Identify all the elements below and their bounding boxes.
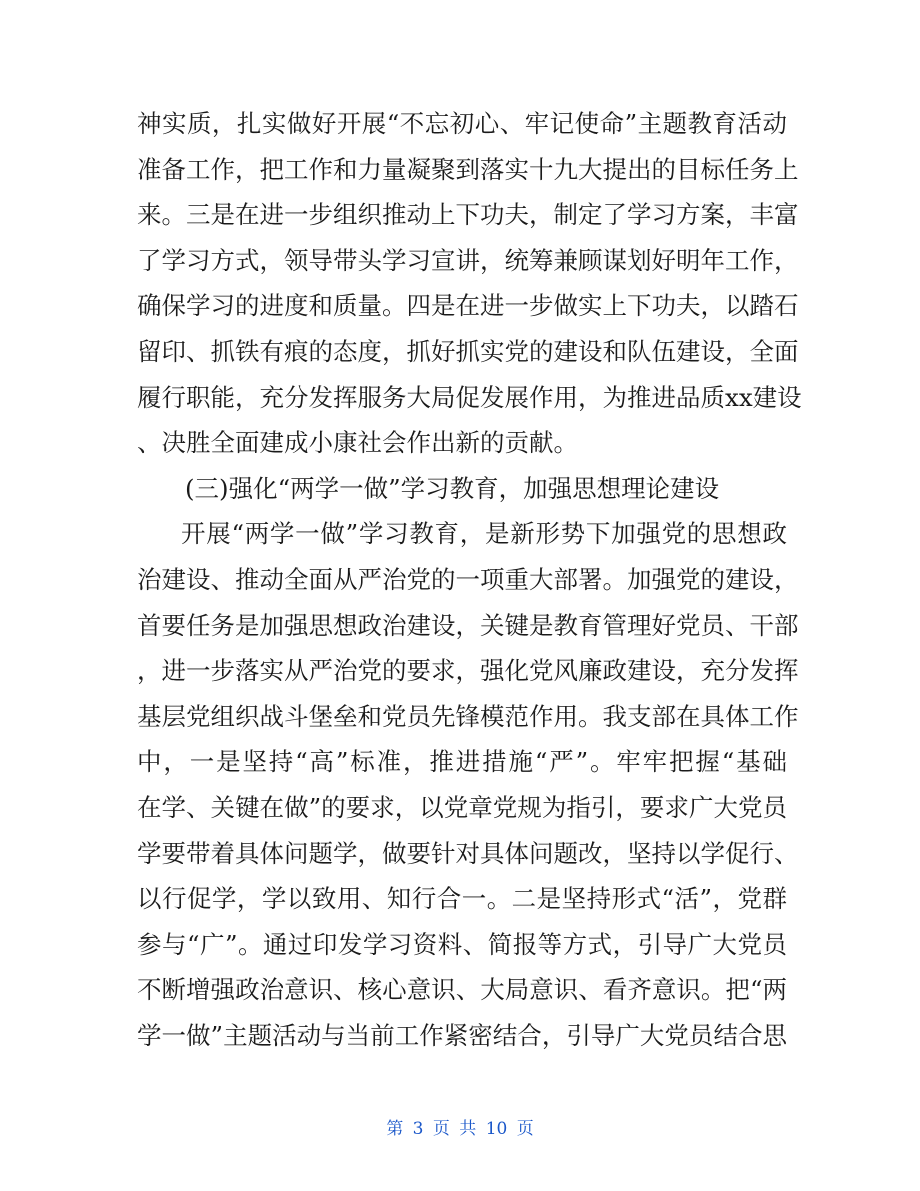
text-line: 确保学习的进度和质量。四是在进一步做实上下功夫，以踏石 [137,291,799,321]
text-line: 基层党组织战斗堡垒和党员先锋模范作用。我支部在具体工作 [137,701,799,731]
text-line: 学要带着具体问题学，做要针对具体问题改，坚持以学促行、 [137,838,799,868]
text-line: 了学习方式，领导带头学习宣讲，统筹兼顾谋划好明年工作， [137,245,799,275]
section-heading: (三)强化“两学一做”学习教育，加强思想理论建设 [185,473,720,503]
text-line: 神实质，扎实做好开展“不忘初心、牢记使命”主题教育活动 [137,109,787,138]
text-line: 来。三是在进一步组织推动上下功夫，制定了学习方案，丰富 [137,200,799,230]
text-line: 、决胜全面建成小康社会作出新的贡献。 [137,428,578,458]
text-line: ，进一步落实从严治党的要求，强化党风廉政建设，充分发挥 [137,656,799,686]
text-line: 学一做”主题活动与当前工作紧密结合，引导广大党员结合思 [137,1020,787,1050]
text-line: 治建设、推动全面从严治党的一项重大部署。加强党的建设， [137,564,799,594]
text-line: 不断增强政治意识、核心意识、大局意识、看齐意识。把“两 [137,975,787,1005]
text-line: 履行职能，充分发挥服务大局促发展作用，为推进品质xx建设 [137,382,802,412]
document-body [137,101,802,1058]
text-line: 参与“广”。通过印发学习资料、简报等方式，引导广大党员 [137,929,787,959]
text-line: 留印、抓铁有痕的态度，抓好抓实党的建设和队伍建设，全面 [137,336,799,366]
text-line: 以行促学，学以致用、知行合一。二是坚持形式“活”，党群 [137,884,787,914]
text-line: 开展“两学一做”学习教育，是新形势下加强党的思想政 [181,519,787,549]
text-line: 首要任务是加强思想政治建设，关键是教育管理好党员、干部 [137,610,799,640]
text-line: 准备工作，把工作和力量凝聚到落实十九大提出的目标任务上 [137,154,799,184]
text-line: 中，一是坚持“高”标准，推进措施“严”。牢牢把握“基础 [137,747,787,777]
page-number-footer: 第 3 页 共 10 页 [386,1119,534,1139]
text-line: 在学、关键在做”的要求，以党章党规为指引，要求广大党员 [137,792,787,822]
